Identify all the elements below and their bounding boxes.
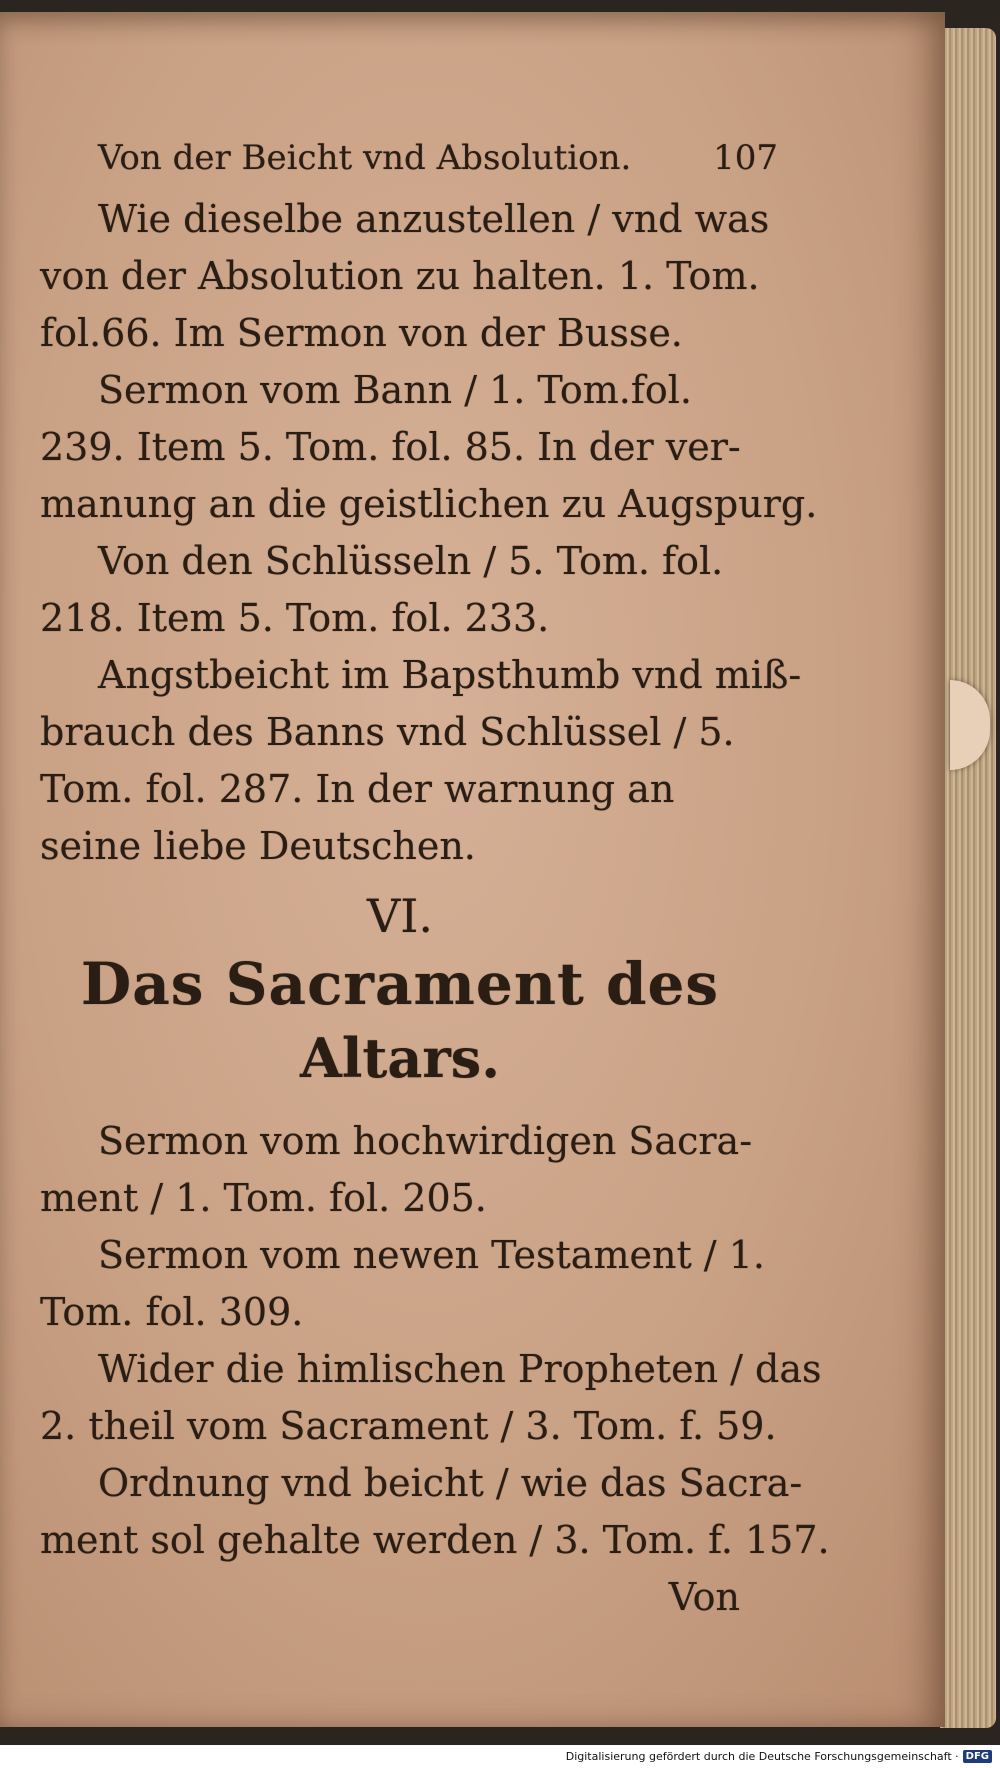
book-page-edge: [940, 28, 996, 1728]
footer-bar: [0, 1745, 1000, 1768]
text-block-b: [40, 1113, 830, 1569]
text-line: Von den Schlüsseln / 5. Tom. fol.: [98, 539, 724, 583]
text-line: von der Absolution zu halten. 1. Tom.: [40, 254, 760, 298]
section-title-line-2: Altars.: [300, 1026, 500, 1090]
text-line: fol.66. Im Sermon von der Busse.: [40, 311, 683, 355]
text-line: Wie dieselbe anzustellen / vnd was: [98, 197, 770, 241]
footer-credit: Digitalisierung gefördert durch die Deutsche Forschungsgemeinschaft ·: [565, 1750, 959, 1763]
page-number: 107: [713, 138, 778, 178]
text-block-a: [40, 191, 818, 875]
text-line: Sermon vom newen Testament / 1.: [98, 1233, 765, 1277]
dfg-logo: DFG: [963, 1750, 992, 1763]
text-line: 239. Item 5. Tom. fol. 85. In der ver-: [40, 425, 741, 469]
text-line: Tom. fol. 309.: [40, 1290, 304, 1334]
text-line: seine liebe Deutschen.: [40, 824, 476, 868]
text-line: ment / 1. Tom. fol. 205.: [40, 1176, 487, 1220]
catchword: Von: [668, 1575, 740, 1619]
page-text: [40, 130, 830, 1626]
text-line: Angstbeicht im Bapsthumb vnd miß-: [98, 653, 802, 697]
text-line: 218. Item 5. Tom. fol. 233.: [40, 596, 550, 640]
section-title-line-1: Das Sacrament des: [80, 950, 720, 1018]
text-line: ment sol gehalte werden / 3. Tom. f. 157.: [40, 1518, 830, 1562]
running-header: [98, 130, 778, 187]
text-line: Sermon vom hochwirdigen Sacra-: [98, 1119, 753, 1163]
text-line: manung an die geistlichen zu Augspurg.: [40, 482, 818, 526]
text-line: 2. theil vom Sacrament / 3. Tom. f. 59.: [40, 1404, 777, 1448]
text-line: Sermon vom Bann / 1. Tom.fol.: [98, 368, 692, 412]
text-line: Tom. fol. 287. In der warnung an: [40, 767, 675, 811]
running-head: Von der Beicht vnd Absolution.: [98, 138, 632, 178]
text-line: Ordnung vnd beicht / wie das Sacra-: [98, 1461, 803, 1505]
section-number: VI.: [366, 889, 433, 943]
text-line: Wider die himlischen Propheten / das: [98, 1347, 822, 1391]
text-line: brauch des Banns vnd Schlüssel / 5.: [40, 710, 735, 754]
